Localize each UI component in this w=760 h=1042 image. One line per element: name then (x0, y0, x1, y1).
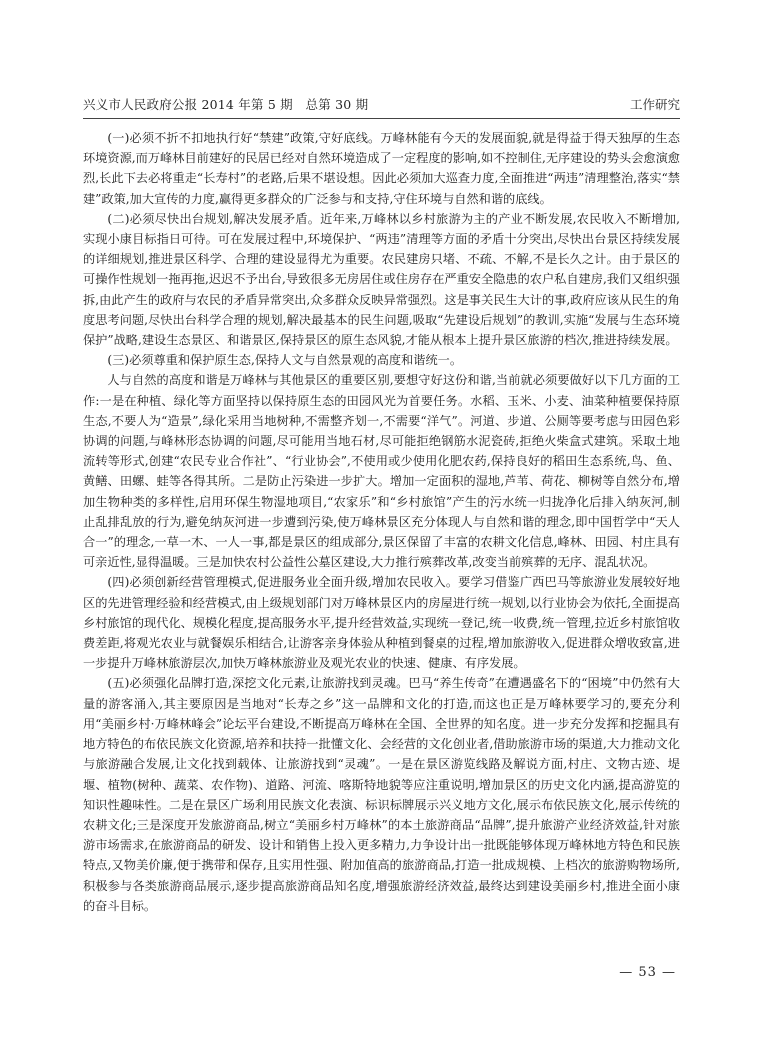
running-header (83, 96, 680, 119)
paragraph-4: 人与自然的高度和谐是万峰林与其他景区的重要区别,要想守好这份和谐,当前就必须要做好以下几方面的工作:一是在种植、绿化等方面坚持以保持原生态的田园风光为首要任务。水稻、玉米、小麦、油菜种植要保持原生态,不要人为“造景”,绿化采用当地树种,不需整齐划一,不需要“洋气”。河道、步道、公厕等要考虑与田园色彩协调的问题,与峰林形态协调的问题,尽可能用当地石材,尽可能拒绝钢筋水泥瓷砖,拒绝火柴盒式建筑。采取土地流转等形式,创建“农民专业合作社”、“行业协会”,不使用或少使用化肥农药,保持良好的稻田生态系统,鸟、鱼、黄鳝、田螺、蛙等各得其所。二是防止污染进一步扩大。增加一定面积的湿地,芦苇、荷花、柳树等自然分布,增加生物种类的多样性,启用环保生物湿地项目,“农家乐”和“乡村旅馆”产生的污水统一归拢净化后排入纳灰河,制止乱排乱放的行为,避免纳灰河进一步遭到污染,使万峰林景区充分体现人与自然和谐的理念,即中国哲学中“天人合一”的理念,一草一木、一人一事,都是景区的组成部分,景区保留了丰富的农耕文化信息,峰林、田园、村庄具有可亲近性,显得温暖。三是加快农村公益性公墓区建设,大力推行殡葬改革,改变当前殡葬的无序、混乱状况。 (83, 373, 680, 570)
header-section-title: 工作研究 (629, 97, 680, 112)
paragraph-3: (三)必须尊重和保护原生态,保持人文与自然景观的高度和谐统一。 (107, 353, 463, 368)
paragraph-5: (四)必须创新经营管理模式,促进服务业全面升级,增加农民收入。要学习借鉴广西巴马等旅游业发展较好地区的先进管理经验和经营模式,由上级规划部门对万峰林景区内的房屋进行统一规划,以行业协会为依托,全面提高乡村旅馆的现代化、规模化程度,提高服务水平,提升经营效益,实现统一登记,统一收费,统一管理,拉近乡村旅馆收费差距,将观光农业与就餐娱乐相结合,让游客亲身体验从种植到餐桌的过程,增加旅游收入,促进群众增收致富,进一步提升万峰林旅游层次,加快万峰林旅游业及观光农业的快速、健康、有序发展。 (83, 575, 680, 671)
article-body (83, 128, 680, 916)
paragraph-2: (二)必须尽快出台规划,解决发展矛盾。近年来,万峰林以乡村旅游为主的产业不断发展,农民收入不断增加,实现小康目标指日可待。可在发展过程中,环境保护、“两违”清理等方面的矛盾十分突出,尽快出台景区持续发展的详细规划,推进景区科学、合理的建设显得尤为重要。农民建房只堵、不疏、不解,不是长久之计。由于景区的可操作性规划一拖再拖,迟迟不予出台,导致很多无房居住或住房存在严重安全隐患的农户私自建房,我们又组织强拆,由此产生的政府与农民的矛盾异常突出,众多群众反映异常强烈。这是事关民生大计的事,政府应该从民生的角度思考问题,尽快出台科学合理的规划,解决最基本的民生问题,吸取“先建设后规划”的教训,实施“发展与生态环境保护”战略,建设生态景区、和谐景区,保持景区的原生态风貌,才能从根本上提升景区旅游的档次,推进持续发展。 (83, 211, 680, 348)
paragraph-6: (五)必须强化品牌打造,深挖文化元素,让旅游找到灵魂。巴马“养生传奇”在遭遇盛名下的“困境”中仍然有大量的游客涌入,其主要原因是当地对“长寿之乡”这一品牌和文化的打造,而这也正是万峰林要学习的,要充分利用“美丽乡村·万峰林峰会”论坛平台建设,不断提高万峰林在全国、全世界的知名度。进一步充分发挥和挖掘具有地方特色的布依民族文化资源,培养和扶持一批懂文化、会经营的文化创业者,借助旅游市场的渠道,大力推动文化与旅游融合发展,让文化找到载体、让旅游找到“灵魂”。一是在景区游览线路及解说方面,村庄、文物古迹、堤堰、植物(树种、蔬菜、农作物)、道路、河流、喀斯特地貌等应注重说明,增加景区的历史文化内涵,提高游览的知识性趣味性。二是在景区广场利用民族文化表演、标识标牌展示兴义地方文化,展示布依民族文化,展示传统的农耕文化;三是深度开发旅游商品,树立“美丽乡村万峰林”的本土旅游商品“品牌”,提升旅游产业经济效益,针对旅游市场需求,在旅游商品的研发、设计和销售上投入更多精力,力争设计出一批既能够体现万峰林地方特色和民族特点,又物美价廉,便于携带和保存,且实用性强、附加值高的旅游商品,打造一批成规模、上档次的旅游购物场所,积极参与各类旅游商品展示,逐步提高旅游商品知名度,增强旅游经济效益,最终达到建设美丽乡村,推进全面小康的奋斗目标。 (83, 676, 680, 913)
paragraph-1: (一)必须不折不扣地执行好“禁建”政策,守好底线。万峰林能有今天的发展面貌,就是得益于得天独厚的生态环境资源,而万峰林目前建好的民居已经对自然环境造成了一定程度的影响,如不控制住,无序建设的势头会愈演愈烈,长此下去必将重走“长寿村”的老路,后果不堪设想。因此必须加大巡查力度,全面推进“两违”清理整治,落实“禁建”政策,加大宣传的力度,赢得更多群众的广泛参与和支持,守住环境与自然和谐的底线。 (83, 131, 680, 206)
page-number: — 53 — (619, 965, 676, 980)
header-publication-info: 兴义市人民政府公报 2014 年第 5 期 总第 30 期 (83, 97, 369, 112)
